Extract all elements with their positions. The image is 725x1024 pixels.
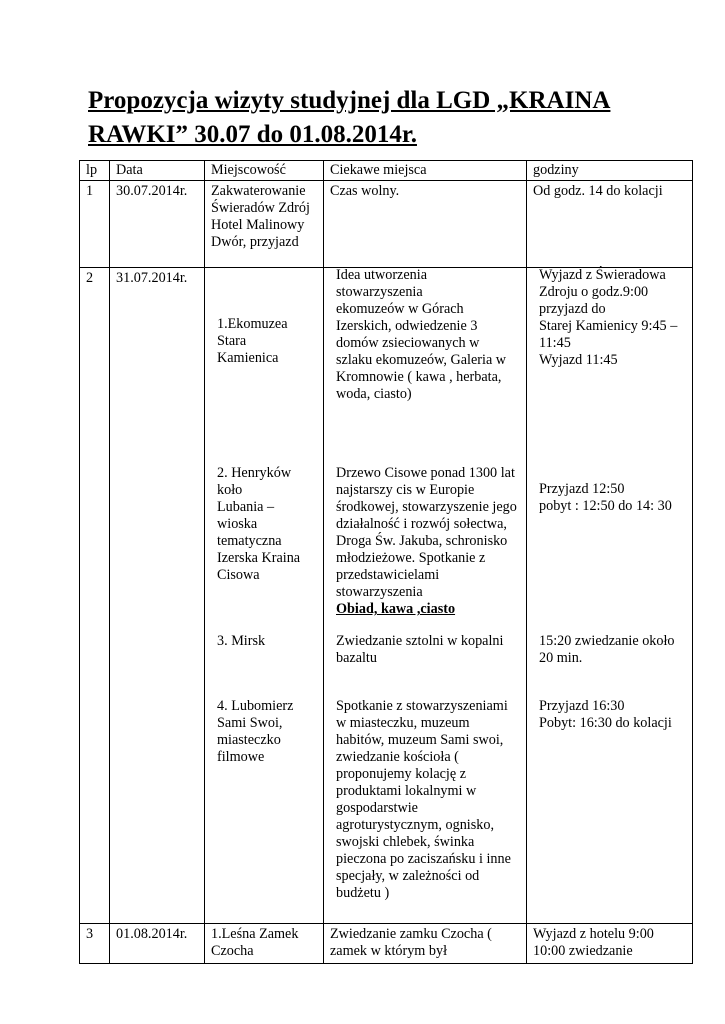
stop3-attractions: Zwiedzanie sztolni w kopalni bazaltu — [336, 633, 504, 666]
table-row — [80, 924, 693, 964]
row1-godziny: Od godz. 14 do kolacji — [527, 181, 693, 268]
meal-note: Obiad, kawa ,ciasto — [336, 601, 456, 617]
row1-place-line: Świeradów Zdrój — [211, 200, 310, 216]
header-godziny: godziny — [527, 161, 693, 181]
header-ciekawe-miejsca: Ciekawe miejsca — [324, 161, 527, 181]
row3-lp: 3 — [80, 924, 110, 964]
row2-data: 31.07.2014r. — [110, 268, 205, 924]
row1-miejscowosc — [205, 181, 324, 268]
stop1-attractions: Idea utworzenia stowarzyszenia ekomuzeów w Górach Izerskich, odwiedzenie 3 domów zsieciowanych w szlaku ekomuzeów, Galeria w Kromnowie ( kawa , herbata, woda, ciasto) — [336, 267, 507, 402]
table-row — [80, 268, 693, 924]
row1-ciekawe: Czas wolny. — [324, 181, 527, 268]
row1-place-line: Zakwaterowanie — [211, 183, 306, 199]
row2-godziny — [527, 268, 693, 924]
header-lp: lp — [80, 161, 110, 181]
title-line-2: RAWKI” 30.07 do 01.08.2014r. — [88, 121, 417, 148]
row1-place-line: Dwór, przyjazd — [211, 234, 299, 250]
header-miejscowosc: Miejscowość — [205, 161, 324, 181]
row2-miejscowosc — [205, 268, 324, 924]
stop2-attractions: Drzewo Cisowe ponad 1300 lat najstarszy cis w Europie środkowej, stowarzyszenie jego działalność i rozwój sołectwa, Droga Św. Jakuba, schronisko młodzieżowe. Spotkanie z przedstawicielami stowarzyszenia Obiad, kawa ,ciasto — [336, 465, 517, 617]
row1-data: 30.07.2014r. — [110, 181, 205, 268]
row3-miejscowosc: 1.Leśna Zamek Czocha — [205, 924, 324, 964]
row3-godziny: Wyjazd z hotelu 9:00 10:00 zwiedzanie — [527, 924, 693, 964]
title-line-1: Propozycja wizyty studyjnej dla LGD „KRAINA — [88, 87, 611, 114]
header-data: Data — [110, 161, 205, 181]
stop4-attractions: Spotkanie z stowarzyszeniami w miasteczku, muzeum habitów, muzeum Sami swoi, zwiedzanie kościoła ( proponujemy kolację z produktami lokalnymi w gospodarstwie agroturystycznym, ognisko, swojski chlebek, świnka pieczona po zaciszańsku i inne specjały, w zależności od budżetu ) — [336, 698, 511, 901]
row2-lp: 2 — [80, 268, 110, 924]
row3-data: 01.08.2014r. — [110, 924, 205, 964]
row1-lp: 1 — [80, 181, 110, 268]
page-title — [88, 84, 648, 152]
stop4-place: 4. Lubomierz Sami Swoi, miasteczko filmowe — [217, 698, 294, 765]
stop1-hours: Wyjazd z Świeradowa Zdroju o godz.9:00 przyjazd do Starej Kamienicy 9:45 – 11:45 Wyjazd 11:45 — [539, 267, 678, 368]
row1-place-line: Hotel Malinowy — [211, 217, 305, 233]
row3-ciekawe: Zwiedzanie zamku Czocha ( zamek w którym był — [324, 924, 527, 964]
row2-ciekawe — [324, 268, 527, 924]
table-row — [80, 181, 693, 268]
schedule-table — [79, 160, 693, 964]
stop3-hours: 15:20 zwiedzanie około 20 min. — [539, 633, 675, 666]
stop2-hours: Przyjazd 12:50 pobyt : 12:50 do 14: 30 — [539, 481, 672, 514]
table-header-row — [80, 161, 693, 181]
stop4-hours: Przyjazd 16:30 Pobyt: 16:30 do kolacji — [539, 698, 672, 731]
stop3-place: 3. Mirsk — [217, 633, 266, 649]
stop1-place: 1.Ekomuzea Stara Kamienica — [217, 316, 288, 366]
stop2-place: 2. Henryków koło Lubania – wioska tematyczna Izerska Kraina Cisowa — [217, 465, 301, 583]
